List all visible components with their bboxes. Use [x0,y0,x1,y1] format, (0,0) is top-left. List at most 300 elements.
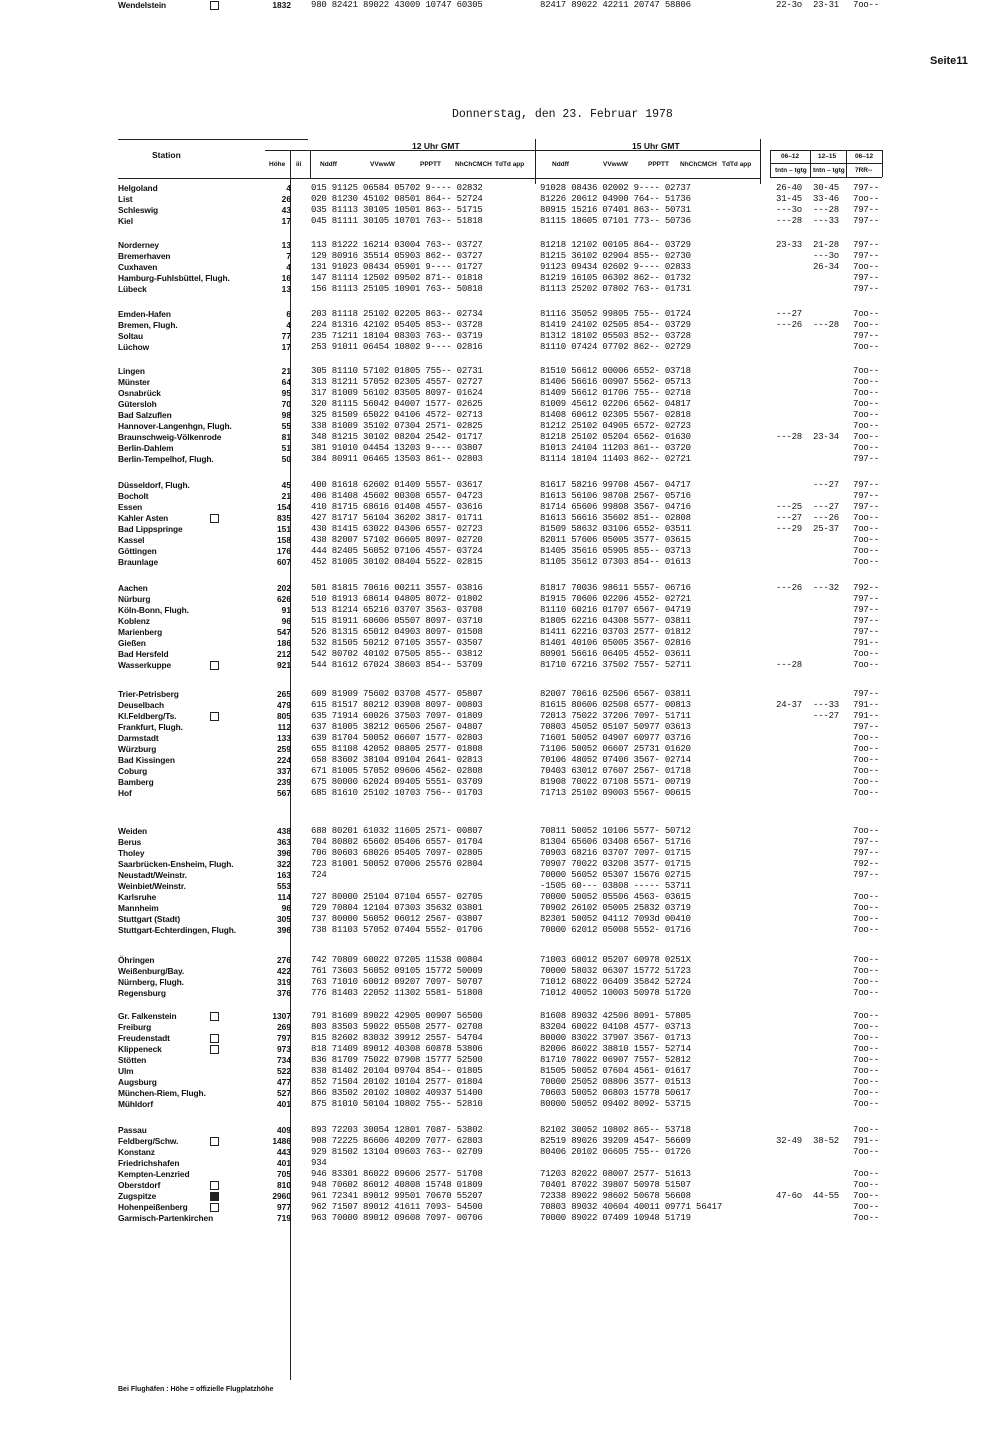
obs-15-utc: 72013 75022 37206 7097- 51711 [540,711,691,721]
obs-12-utc: 235 71211 18104 08303 763-- 03719 [311,331,483,341]
station-height: 376 [277,988,291,998]
obs-12-utc: 704 80802 65602 05406 6557- 01704 [311,837,483,847]
obs-15-utc: 83204 60022 04108 4577- 03713 [540,1022,691,1032]
obs-15-utc: 82301 50052 04112 7093d 00410 [540,914,691,924]
station-name: Hannover-Langenhgn, Flugh. [118,421,232,431]
table-row [0,988,1000,999]
station-name: Oberstdorf [118,1180,161,1190]
obs-15-utc: 81915 70606 02206 4552- 02721 [540,594,691,604]
obs-15-utc: 80000 50052 09402 8092- 53715 [540,1099,691,1109]
station-height: 7 [286,251,291,261]
station-name: Koblenz [118,616,150,626]
temp-range-12-15: ---27 [813,480,840,490]
station-name: Weinbiet/Weinstr. [118,881,186,891]
obs-15-utc: -1505 60--- 03808 ----- 53711 [540,881,691,891]
temp-range-12-15: ---3o [813,251,840,261]
precip-06-12: 797-- [853,689,880,699]
open-square-icon [210,1137,219,1146]
station-name: Tholey [118,848,145,858]
obs-12-utc: 015 91125 06584 05702 9---- 02832 [311,183,483,193]
table-row [0,388,1000,399]
station-name: Klippeneck [118,1044,162,1054]
precip-06-12: 7oo-- [853,1213,880,1223]
station-name: Öhringen [118,955,155,965]
obs-15-utc: 81408 60612 02305 5567- 02818 [540,410,691,420]
table-row [0,1033,1000,1044]
station-height: 50 [281,454,291,464]
table-row [0,273,1000,284]
precip-06-12: 7oo-- [853,660,880,670]
station-name: Konstanz [118,1147,155,1157]
table-row [0,755,1000,766]
temp-range-06-12: ---3o [776,205,803,215]
station-name: Regensburg [118,988,166,998]
station-height: 705 [277,1169,291,1179]
obs-15-utc: 81304 65606 03408 6567- 51716 [540,837,691,847]
station-name: Göttingen [118,546,157,556]
open-square-icon [210,1034,219,1043]
obs-15-utc: 81114 18104 11403 862-- 02721 [540,454,691,464]
obs-15-utc: 81212 25102 04905 6572- 02723 [540,421,691,431]
station-name: Darmstadt [118,733,159,743]
station-height: 13 [281,240,291,250]
obs-12-utc: 400 81618 62602 01409 5557- 03617 [311,480,483,490]
precip-06-12: 7oo-- [853,925,880,935]
station-height: 396 [277,848,291,858]
station-height: 322 [277,859,291,869]
obs-15-utc: 81406 56616 00907 5562- 05713 [540,377,691,387]
temp-range-12-15: ---27 [813,502,840,512]
precip-06-12: 7oo-- [853,755,880,765]
obs-15-utc: 81113 25202 07802 763-- 01731 [540,284,691,294]
precip-06-12: 797-- [853,205,880,215]
precip-06-12: 792-- [853,583,880,593]
station-name: Schleswig [118,205,159,215]
station-name: Düsseldorf, Flugh. [118,480,190,490]
precip-06-12: 7oo-- [853,342,880,352]
station-height: 734 [277,1055,291,1065]
obs-15-utc: 70000 56052 05307 15676 02715 [540,870,691,880]
precip-06-12: 7oo-- [853,1202,880,1212]
table-row [0,1077,1000,1088]
precip-06-12: 7oo-- [853,988,880,998]
table-row [0,881,1000,892]
obs-15-utc: 80901 56616 06405 4552- 03611 [540,649,691,659]
table-row [0,284,1000,295]
obs-15-utc: 70907 70022 03208 3577- 01715 [540,859,691,869]
station-height: 17 [281,216,291,226]
obs-12-utc: 875 81010 50104 10802 755-- 52810 [311,1099,483,1109]
obs-15-utc: 70000 89022 07409 10948 51719 [540,1213,691,1223]
open-square-icon [210,1012,219,1021]
obs-12-utc: 658 83602 38104 09104 2641- 02813 [311,755,483,765]
obs-15-utc: 81215 36102 02904 855-- 02730 [540,251,691,261]
station-name: Frankfurt, Flugh. [118,722,183,732]
obs-15-utc: 91123 09434 02602 9---- 02833 [540,262,691,272]
footnote: Bei Flughäfen : Höhe = offizielle Flugplatzhöhe [118,1386,274,1393]
station-name: Garmisch-Partenkirchen [118,1213,214,1223]
obs-12-utc: 671 81005 57052 09606 4562- 02808 [311,766,483,776]
table-row [0,546,1000,557]
station-name: Trier-Petrisberg [118,689,179,699]
station-name: Gr. Falkenstein [118,1011,177,1021]
sub15-tdtd: TdTd app [722,161,752,168]
station-name: Köln-Bonn, Flugh. [118,605,189,615]
station-name: Berlin-Dahlem [118,443,174,453]
obs-15-utc: 80915 15216 07401 863-- 50731 [540,205,691,215]
obs-12-utc: 688 80201 61032 11605 2571- 00807 [311,826,483,836]
sub15-ppptt: PPPTT [648,161,669,168]
obs-15-utc: 81116 35052 99805 755-- 01724 [540,309,691,319]
table-row [0,432,1000,443]
obs-15-utc: 70902 26102 05005 25832 03719 [540,903,691,913]
obs-12-utc: 763 71010 60012 09207 7097- 50707 [311,977,483,987]
temp-range-12-15: 23-34 [813,432,840,442]
precip-06-12: 7oo-- [853,1191,880,1201]
table-row [0,1088,1000,1099]
table-row [0,240,1000,251]
table-row [0,377,1000,388]
precip-06-12: 7oo-- [853,826,880,836]
precip-06-12: 797-- [853,627,880,637]
obs-15-utc: 81226 20612 04900 764-- 51736 [540,194,691,204]
station-name: Osnabrück [118,388,161,398]
station-name: Kempten-Lenzried [118,1169,190,1179]
station-height: 2960 [272,1191,291,1201]
table-row [0,649,1000,660]
station-name: Hof [118,788,132,798]
table-row [0,309,1000,320]
precip-06-12: 7oo-- [853,513,880,523]
precip-06-12: 7oo-- [853,309,880,319]
obs-12-utc: 803 83503 59022 05508 2577- 02708 [311,1022,483,1032]
obs-15-utc: 71203 82022 08007 2577- 51613 [540,1169,691,1179]
table-row [0,443,1000,454]
precip-06-12: 7oo-- [853,535,880,545]
station-height: 224 [277,755,291,765]
hoehe-header: Höhe [269,161,286,168]
station-height: 112 [277,722,291,732]
station-name: Neustadt/Weinstr. [118,870,187,880]
station-name: Marienberg [118,627,163,637]
filled-square-icon [210,1192,219,1201]
station-height: 1832 [272,0,291,10]
station-name: Kl.Feldberg/Ts. [118,711,177,721]
station-height: 805 [277,711,291,721]
table-row [0,1022,1000,1033]
station-height: 151 [277,524,291,534]
station-height: 55 [281,421,291,431]
obs-12-utc: 836 81709 75022 07908 15777 52500 [311,1055,483,1065]
precip-06-12: 7oo-- [853,1180,880,1190]
table-row [0,1213,1000,1224]
station-name: Berus [118,837,142,847]
precip-06-12: 797-- [853,273,880,283]
obs-15-utc: 81405 35616 05905 855-- 03713 [540,546,691,556]
precip-06-12: 7oo-- [853,320,880,330]
obs-15-utc: 91028 08436 02002 9---- 02737 [540,183,691,193]
station-height: 438 [277,826,291,836]
obs-12-utc: 908 72225 86606 40209 7077- 62803 [311,1136,483,1146]
obs-12-utc: 325 81509 65022 04106 4572- 02713 [311,410,483,420]
station-name: Bad Kissingen [118,755,175,765]
station-name: Friedrichshafen [118,1158,180,1168]
precip-06-12: 7oo-- [853,777,880,787]
precip-06-12: 7oo-- [853,744,880,754]
temp-range-06-12: ---28 [776,432,803,442]
station-height: 114 [277,892,291,902]
station-height: 422 [277,966,291,976]
station-name: Feldberg/Schw. [118,1136,179,1146]
precip-06-12: 792-- [853,859,880,869]
station-name: Helgoland [118,183,158,193]
precip-06-12: 7oo-- [853,1088,880,1098]
temp-range-06-12: ---27 [776,309,803,319]
table-row [0,1066,1000,1077]
temp-range-06-12: 26-40 [776,183,803,193]
obs-12-utc: 962 71507 89012 41611 7093- 54500 [311,1202,483,1212]
table-row [0,848,1000,859]
table-row [0,914,1000,925]
obs-15-utc: 82417 89022 42211 20747 58806 [540,0,691,10]
open-square-icon [210,1045,219,1054]
station-height: 626 [277,594,291,604]
table-row [0,837,1000,848]
precip-06-12: 797-- [853,848,880,858]
station-height: 98 [281,410,291,420]
obs-12-utc: 253 91011 06454 10802 9---- 02816 [311,342,483,352]
station-name: Aachen [118,583,148,593]
precip-06-12: 7oo-- [853,1066,880,1076]
station-name: Weißenburg/Bay. [118,966,185,976]
page-number: Seite11 [930,55,968,67]
obs-12-utc: 929 81502 13104 09603 763-- 02709 [311,1147,483,1157]
station-name: Weiden [118,826,148,836]
precip-06-12: 7oo-- [853,1011,880,1021]
obs-12-utc: 203 81118 25102 02205 863-- 02734 [311,309,483,319]
sub15-nddff: Nddff [552,161,569,168]
station-height: 176 [277,546,291,556]
temp-range-12-15: ---33 [813,216,840,226]
precip-06-12: 7oo-- [853,1169,880,1179]
table-row [0,616,1000,627]
precip-06-12: 797-- [853,284,880,294]
table-row [0,733,1000,744]
obs-15-utc: 81013 24104 11203 861-- 03720 [540,443,691,453]
obs-12-utc: 893 72203 30054 12801 7087- 53802 [311,1125,483,1135]
obs-15-utc: 81617 58216 99708 4567- 04717 [540,480,691,490]
station-height: 1307 [272,1011,291,1021]
station-height: 91 [281,605,291,615]
obs-15-utc: 81401 40106 05005 3567- 02816 [540,638,691,648]
obs-15-utc: 81714 65606 99808 3567- 04716 [540,502,691,512]
temp-range-06-12: 31-45 [776,194,803,204]
obs-15-utc: 72338 89022 98602 50678 56608 [540,1191,691,1201]
obs-12-utc: 542 80702 40102 07505 855-- 03812 [311,649,483,659]
obs-15-utc: 82102 30052 10802 865-- 53718 [540,1125,691,1135]
precip-06-12: 791-- [853,700,880,710]
sub12-clouds: NhChCMCH [455,161,492,168]
obs-12-utc: 313 81211 57052 02305 4557- 02727 [311,377,483,387]
temp-range-12-15: 38-52 [813,1136,840,1146]
table-row [0,1099,1000,1110]
table-row [0,966,1000,977]
station-name: Ulm [118,1066,134,1076]
obs-15-utc: 71601 50052 04907 60977 03716 [540,733,691,743]
station-height: 45 [281,480,291,490]
table-row [0,766,1000,777]
sub12-tdtd: TdTd app [495,161,525,168]
station-name: Cuxhaven [118,262,158,272]
table-row [0,700,1000,711]
station-height: 479 [277,700,291,710]
table-row [0,1011,1000,1022]
temp-range-06-12: ---25 [776,502,803,512]
temp-range-12-15: 25-37 [813,524,840,534]
station-name: Saarbrücken-Ensheim, Flugh. [118,859,234,869]
station-height: 259 [277,744,291,754]
obs-12-utc: 852 71504 20102 10104 2577- 01804 [311,1077,483,1087]
obs-12-utc: 513 81214 65216 03707 3563- 03708 [311,605,483,615]
precip-06-12: 797-- [853,870,880,880]
precip-06-12: 797-- [853,837,880,847]
station-height: 719 [277,1213,291,1223]
table-row [0,1125,1000,1136]
precip-06-12: 7oo-- [853,903,880,913]
precip-06-12: 797-- [853,216,880,226]
obs-12-utc: 384 80911 06465 13503 861-- 02803 [311,454,483,464]
temp-range-06-12: ---26 [776,583,803,593]
obs-12-utc: 444 82405 56052 07106 4557- 03724 [311,546,483,556]
station-name: Wendelstein [118,0,167,10]
station-height: 396 [277,925,291,935]
temp-range-06-12: 23-33 [776,240,803,250]
precip-06-12: 7oo-- [853,892,880,902]
obs-12-utc: 020 81230 45102 08501 864-- 52724 [311,194,483,204]
obs-12-utc: 348 81215 30102 08204 2542- 01717 [311,432,483,442]
open-square-icon [210,661,219,670]
obs-12-utc: 320 81115 56042 04007 1577- 02625 [311,399,483,409]
table-row [0,1191,1000,1202]
table-row [0,1202,1000,1213]
obs-12-utc: 305 81110 57102 01805 755-- 02731 [311,366,483,376]
obs-12-utc: 818 71409 89012 40308 60878 53806 [311,1044,483,1054]
obs-12-utc: 963 70000 89012 09608 7097- 00706 [311,1213,483,1223]
table-row [0,722,1000,733]
obs-12-utc: 866 83502 20102 10802 40937 51400 [311,1088,483,1098]
station-height: 158 [277,535,291,545]
obs-15-utc: 70000 50052 05506 4563- 03615 [540,892,691,902]
obs-12-utc: 515 81911 60606 05507 8097- 03710 [311,616,483,626]
obs-12-utc: 131 91023 08434 05901 9---- 01727 [311,262,483,272]
station-height: 305 [277,914,291,924]
table-row [0,251,1000,262]
precip-06-12: 7oo-- [853,546,880,556]
obs-12-utc: 635 71914 60026 37503 7097- 01809 [311,711,483,721]
table-row [0,925,1000,936]
station-name: Zugspitze [118,1191,157,1201]
sub15-vvwww: VVwwW [603,161,628,168]
station-height: 4 [286,320,291,330]
table-row [0,194,1000,205]
station-height: 477 [277,1077,291,1087]
station-height: 265 [277,689,291,699]
station-height: 835 [277,513,291,523]
table-row [0,1169,1000,1180]
range-b-header: 12–15 [818,153,837,160]
obs-15-utc: 70000 58032 06307 15772 51723 [540,966,691,976]
table-row [0,320,1000,331]
table-row [0,331,1000,342]
precip-06-12: 797-- [853,240,880,250]
obs-15-utc: 71713 25102 09003 5567- 00615 [540,788,691,798]
obs-15-utc: 81105 35612 07303 854-- 01613 [540,557,691,567]
temp-range-06-12: ---26 [776,320,803,330]
temp-range-12-15: ---27 [813,711,840,721]
temp-range-06-12: 24-37 [776,700,803,710]
station-name: Passau [118,1125,147,1135]
precip-06-12: 7oo-- [853,649,880,659]
precip-06-12: 7oo-- [853,1033,880,1043]
station-height: 133 [277,733,291,743]
precip-06-12: 791-- [853,711,880,721]
table-row [0,0,1000,11]
table-row [0,870,1000,881]
table-row [0,903,1000,914]
table-row [0,366,1000,377]
range-b-sub: tntn – tgtg [813,167,845,174]
block-15-header: 15 Uhr GMT [632,141,680,151]
station-name: Emden-Hafen [118,309,171,319]
obs-12-utc: 685 81610 25102 10703 756-- 01703 [311,788,483,798]
obs-15-utc: 70811 50052 10106 5577- 50712 [540,826,691,836]
obs-15-utc: 70803 89032 40604 40011 09771 56417 [540,1202,723,1212]
obs-12-utc: 532 81505 50212 07105 3557- 03507 [311,638,483,648]
station-name: Bremerhaven [118,251,171,261]
table-row [0,491,1000,502]
obs-12-utc: 655 81108 42052 08805 2577- 01808 [311,744,483,754]
station-height: 163 [277,870,291,880]
table-row [0,410,1000,421]
obs-15-utc: 70401 87022 39807 50978 51507 [540,1180,691,1190]
precip-06-12: 797-- [853,491,880,501]
sub12-nddff: Nddff [320,161,337,168]
obs-12-utc: 430 81415 63022 04306 6557- 02723 [311,524,483,534]
table-row [0,513,1000,524]
obs-15-utc: 81110 07424 07702 862-- 02729 [540,342,691,352]
precip-06-12: 7oo-- [853,443,880,453]
precip-06-12: 791-- [853,1136,880,1146]
obs-12-utc: 706 80603 68026 05405 7097- 02805 [311,848,483,858]
station-name: Bad Lippspringe [118,524,183,534]
station-height: 51 [281,443,291,453]
temp-range-06-12: ---29 [776,524,803,534]
obs-12-utc: 723 81001 50052 07006 25576 02804 [311,859,483,869]
temp-range-12-15: 21-28 [813,240,840,250]
obs-15-utc: 81613 56106 98708 2567- 05716 [540,491,691,501]
obs-12-utc: 410 81715 68616 01408 4557- 03616 [311,502,483,512]
obs-12-utc: 727 80000 25104 07104 6557- 02705 [311,892,483,902]
table-row [0,977,1000,988]
precip-06-12: 7oo-- [853,1147,880,1157]
range-c-header: 06–12 [855,153,874,160]
station-height: 973 [277,1044,291,1054]
station-height: 212 [277,649,291,659]
obs-12-utc: 946 83301 86022 09606 2577- 51708 [311,1169,483,1179]
precip-06-12: 7oo-- [853,1077,880,1087]
precip-06-12: 7oo-- [853,966,880,976]
obs-15-utc: 81613 56616 35602 851-- 02808 [540,513,691,523]
